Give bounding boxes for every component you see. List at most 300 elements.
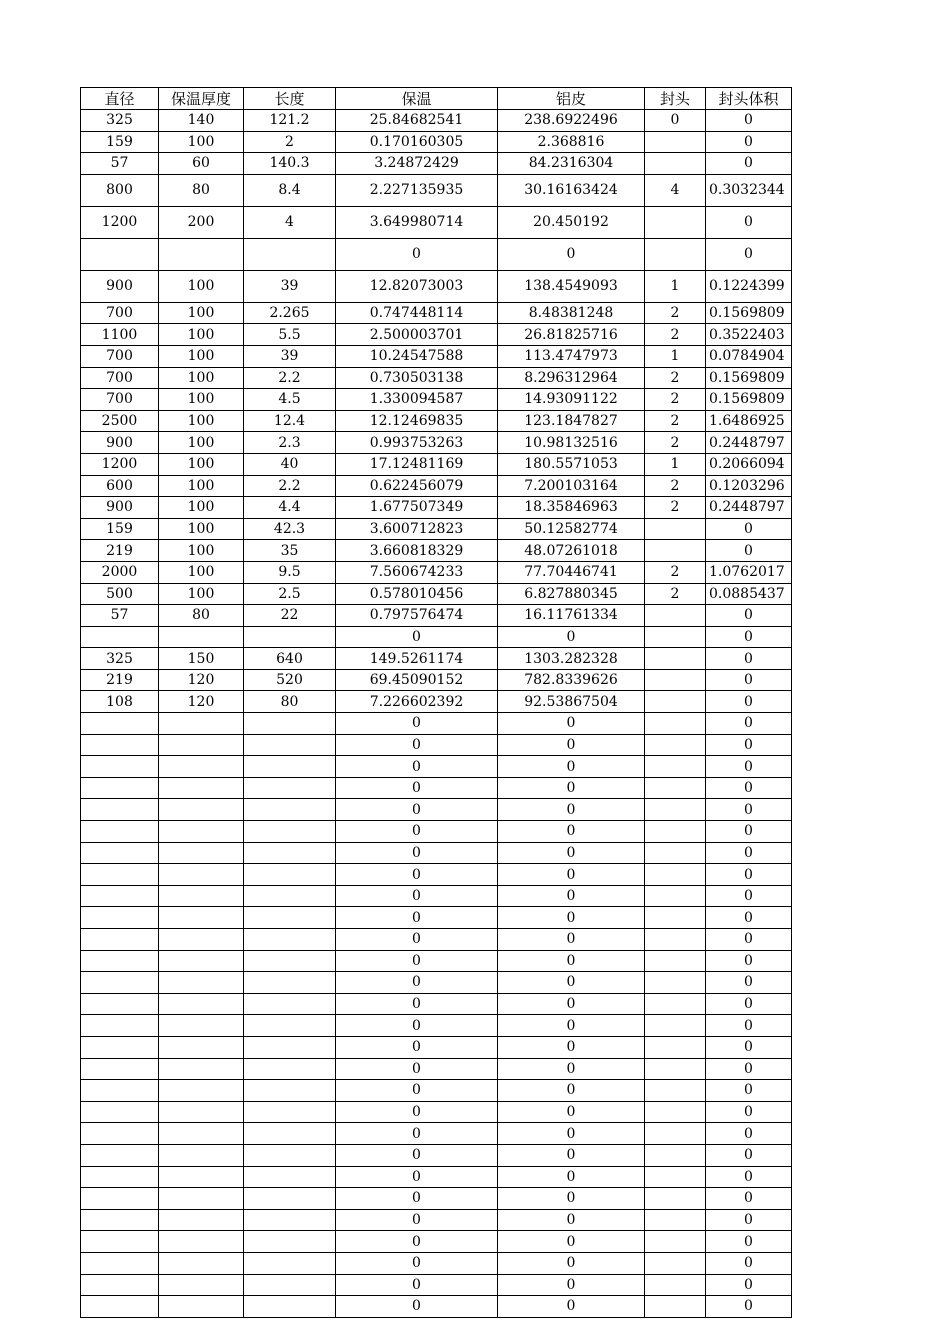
length-cell[interactable]: 121.2 <box>244 110 336 132</box>
aluminum-sheet-cell[interactable]: 0 <box>498 907 645 929</box>
insulation-thickness-cell[interactable] <box>159 885 244 907</box>
diameter-cell[interactable]: 325 <box>81 110 159 132</box>
end-cap-cell[interactable]: 2 <box>645 497 706 519</box>
end-cap-volume-cell[interactable]: 0.1203296 <box>706 475 792 497</box>
diameter-cell[interactable] <box>81 950 159 972</box>
length-cell[interactable]: 22 <box>244 605 336 627</box>
insulation-thickness-cell[interactable] <box>159 756 244 778</box>
length-cell[interactable]: 4.4 <box>244 497 336 519</box>
end-cap-volume-cell[interactable]: 0 <box>706 713 792 735</box>
diameter-cell[interactable] <box>81 777 159 799</box>
aluminum-sheet-cell[interactable]: 20.450192 <box>498 206 645 238</box>
diameter-cell[interactable] <box>81 238 159 270</box>
length-cell[interactable] <box>244 993 336 1015</box>
insulation-cell[interactable]: 149.5261174 <box>336 648 498 670</box>
aluminum-sheet-cell[interactable]: 0 <box>498 777 645 799</box>
end-cap-volume-cell[interactable]: 0 <box>706 1144 792 1166</box>
aluminum-sheet-cell[interactable]: 0 <box>498 842 645 864</box>
length-cell[interactable] <box>244 1015 336 1037</box>
diameter-cell[interactable]: 700 <box>81 302 159 324</box>
length-cell[interactable]: 5.5 <box>244 324 336 346</box>
end-cap-cell[interactable] <box>645 1188 706 1210</box>
insulation-cell[interactable]: 3.24872429 <box>336 153 498 175</box>
insulation-thickness-cell[interactable] <box>159 1166 244 1188</box>
end-cap-cell[interactable] <box>645 713 706 735</box>
diameter-cell[interactable] <box>81 1036 159 1058</box>
end-cap-volume-cell[interactable]: 0 <box>706 929 792 951</box>
length-cell[interactable] <box>244 799 336 821</box>
insulation-thickness-cell[interactable]: 200 <box>159 206 244 238</box>
insulation-thickness-cell[interactable] <box>159 821 244 843</box>
insulation-thickness-cell[interactable] <box>159 713 244 735</box>
diameter-cell[interactable]: 1200 <box>81 453 159 475</box>
insulation-thickness-cell[interactable]: 100 <box>159 561 244 583</box>
insulation-cell[interactable]: 0 <box>336 1101 498 1123</box>
end-cap-volume-cell[interactable]: 0 <box>706 626 792 648</box>
diameter-cell[interactable]: 900 <box>81 270 159 302</box>
insulation-thickness-cell[interactable] <box>159 734 244 756</box>
end-cap-volume-cell[interactable]: 0.3522403 <box>706 324 792 346</box>
insulation-thickness-cell[interactable]: 100 <box>159 389 244 411</box>
insulation-thickness-cell[interactable]: 80 <box>159 605 244 627</box>
end-cap-cell[interactable] <box>645 777 706 799</box>
insulation-thickness-cell[interactable] <box>159 799 244 821</box>
insulation-thickness-cell[interactable] <box>159 842 244 864</box>
insulation-thickness-cell[interactable]: 100 <box>159 131 244 153</box>
aluminum-sheet-cell[interactable]: 0 <box>498 1166 645 1188</box>
header-length[interactable]: 长度 <box>244 88 336 110</box>
end-cap-cell[interactable] <box>645 626 706 648</box>
end-cap-volume-cell[interactable]: 0 <box>706 605 792 627</box>
end-cap-volume-cell[interactable]: 0.1224399 <box>706 270 792 302</box>
insulation-cell[interactable]: 0 <box>336 907 498 929</box>
diameter-cell[interactable]: 219 <box>81 669 159 691</box>
insulation-thickness-cell[interactable]: 100 <box>159 583 244 605</box>
insulation-cell[interactable]: 0.993753263 <box>336 432 498 454</box>
end-cap-cell[interactable] <box>645 1274 706 1296</box>
end-cap-cell[interactable]: 2 <box>645 324 706 346</box>
end-cap-cell[interactable] <box>645 864 706 886</box>
length-cell[interactable] <box>244 756 336 778</box>
aluminum-sheet-cell[interactable]: 0 <box>498 1252 645 1274</box>
insulation-thickness-cell[interactable] <box>159 929 244 951</box>
length-cell[interactable]: 9.5 <box>244 561 336 583</box>
end-cap-cell[interactable]: 1 <box>645 345 706 367</box>
aluminum-sheet-cell[interactable]: 0 <box>498 1274 645 1296</box>
diameter-cell[interactable] <box>81 626 159 648</box>
diameter-cell[interactable] <box>81 972 159 994</box>
length-cell[interactable] <box>244 1036 336 1058</box>
diameter-cell[interactable] <box>81 1166 159 1188</box>
insulation-thickness-cell[interactable]: 100 <box>159 432 244 454</box>
length-cell[interactable] <box>244 1274 336 1296</box>
end-cap-cell[interactable] <box>645 1101 706 1123</box>
diameter-cell[interactable]: 1100 <box>81 324 159 346</box>
insulation-thickness-cell[interactable] <box>159 1015 244 1037</box>
length-cell[interactable] <box>244 907 336 929</box>
insulation-thickness-cell[interactable] <box>159 1252 244 1274</box>
end-cap-cell[interactable] <box>645 1231 706 1253</box>
diameter-cell[interactable] <box>81 842 159 864</box>
end-cap-volume-cell[interactable]: 0.3032344 <box>706 174 792 206</box>
insulation-cell[interactable]: 3.649980714 <box>336 206 498 238</box>
insulation-cell[interactable]: 1.330094587 <box>336 389 498 411</box>
aluminum-sheet-cell[interactable]: 0 <box>498 950 645 972</box>
diameter-cell[interactable]: 325 <box>81 648 159 670</box>
insulation-cell[interactable]: 2.227135935 <box>336 174 498 206</box>
end-cap-cell[interactable] <box>645 540 706 562</box>
length-cell[interactable] <box>244 777 336 799</box>
end-cap-cell[interactable] <box>645 907 706 929</box>
aluminum-sheet-cell[interactable]: 1303.282328 <box>498 648 645 670</box>
insulation-thickness-cell[interactable]: 100 <box>159 324 244 346</box>
aluminum-sheet-cell[interactable]: 123.1847827 <box>498 410 645 432</box>
diameter-cell[interactable] <box>81 1101 159 1123</box>
length-cell[interactable] <box>244 713 336 735</box>
diameter-cell[interactable] <box>81 799 159 821</box>
aluminum-sheet-cell[interactable]: 0 <box>498 1036 645 1058</box>
insulation-cell[interactable]: 0 <box>336 1058 498 1080</box>
diameter-cell[interactable]: 900 <box>81 497 159 519</box>
length-cell[interactable]: 8.4 <box>244 174 336 206</box>
end-cap-cell[interactable]: 2 <box>645 583 706 605</box>
insulation-cell[interactable]: 0 <box>336 929 498 951</box>
diameter-cell[interactable] <box>81 1058 159 1080</box>
insulation-cell[interactable]: 0 <box>336 799 498 821</box>
aluminum-sheet-cell[interactable]: 30.16163424 <box>498 174 645 206</box>
aluminum-sheet-cell[interactable]: 0 <box>498 929 645 951</box>
insulation-thickness-cell[interactable]: 100 <box>159 345 244 367</box>
aluminum-sheet-cell[interactable]: 0 <box>498 734 645 756</box>
length-cell[interactable]: 2.265 <box>244 302 336 324</box>
insulation-cell[interactable]: 1.677507349 <box>336 497 498 519</box>
end-cap-volume-cell[interactable]: 0 <box>706 648 792 670</box>
insulation-thickness-cell[interactable]: 100 <box>159 367 244 389</box>
length-cell[interactable]: 2.5 <box>244 583 336 605</box>
insulation-thickness-cell[interactable] <box>159 972 244 994</box>
aluminum-sheet-cell[interactable]: 0 <box>498 993 645 1015</box>
aluminum-sheet-cell[interactable]: 0 <box>498 756 645 778</box>
end-cap-cell[interactable] <box>645 238 706 270</box>
end-cap-volume-cell[interactable]: 0 <box>706 1209 792 1231</box>
insulation-cell[interactable]: 25.84682541 <box>336 110 498 132</box>
length-cell[interactable] <box>244 1080 336 1102</box>
length-cell[interactable]: 140.3 <box>244 153 336 175</box>
diameter-cell[interactable]: 1200 <box>81 206 159 238</box>
aluminum-sheet-cell[interactable]: 50.12582774 <box>498 518 645 540</box>
length-cell[interactable] <box>244 885 336 907</box>
insulation-thickness-cell[interactable]: 120 <box>159 669 244 691</box>
diameter-cell[interactable] <box>81 713 159 735</box>
aluminum-sheet-cell[interactable]: 782.8339626 <box>498 669 645 691</box>
diameter-cell[interactable] <box>81 1188 159 1210</box>
diameter-cell[interactable] <box>81 1144 159 1166</box>
insulation-thickness-cell[interactable] <box>159 907 244 929</box>
diameter-cell[interactable]: 2000 <box>81 561 159 583</box>
end-cap-volume-cell[interactable]: 0.1569809 <box>706 302 792 324</box>
diameter-cell[interactable]: 900 <box>81 432 159 454</box>
insulation-cell[interactable]: 0 <box>336 1166 498 1188</box>
aluminum-sheet-cell[interactable]: 77.70446741 <box>498 561 645 583</box>
diameter-cell[interactable]: 159 <box>81 131 159 153</box>
end-cap-volume-cell[interactable]: 0.2448797 <box>706 497 792 519</box>
aluminum-sheet-cell[interactable]: 0 <box>498 1296 645 1318</box>
end-cap-volume-cell[interactable]: 0 <box>706 1058 792 1080</box>
end-cap-cell[interactable] <box>645 821 706 843</box>
diameter-cell[interactable]: 159 <box>81 518 159 540</box>
diameter-cell[interactable]: 57 <box>81 153 159 175</box>
aluminum-sheet-cell[interactable]: 0 <box>498 1231 645 1253</box>
end-cap-volume-cell[interactable]: 0.1569809 <box>706 389 792 411</box>
end-cap-cell[interactable]: 2 <box>645 410 706 432</box>
end-cap-cell[interactable]: 1 <box>645 453 706 475</box>
aluminum-sheet-cell[interactable]: 0 <box>498 972 645 994</box>
length-cell[interactable] <box>244 821 336 843</box>
insulation-cell[interactable]: 12.82073003 <box>336 270 498 302</box>
end-cap-volume-cell[interactable]: 0 <box>706 206 792 238</box>
aluminum-sheet-cell[interactable]: 113.4747973 <box>498 345 645 367</box>
end-cap-volume-cell[interactable]: 0 <box>706 1101 792 1123</box>
insulation-cell[interactable]: 0 <box>336 972 498 994</box>
insulation-cell[interactable]: 2.500003701 <box>336 324 498 346</box>
end-cap-cell[interactable] <box>645 1058 706 1080</box>
insulation-thickness-cell[interactable]: 100 <box>159 497 244 519</box>
end-cap-volume-cell[interactable]: 0 <box>706 238 792 270</box>
end-cap-volume-cell[interactable]: 0.2448797 <box>706 432 792 454</box>
end-cap-cell[interactable]: 0 <box>645 110 706 132</box>
length-cell[interactable] <box>244 950 336 972</box>
diameter-cell[interactable]: 2500 <box>81 410 159 432</box>
end-cap-cell[interactable] <box>645 518 706 540</box>
end-cap-volume-cell[interactable]: 0 <box>706 540 792 562</box>
end-cap-volume-cell[interactable]: 0 <box>706 1015 792 1037</box>
end-cap-cell[interactable] <box>645 842 706 864</box>
diameter-cell[interactable] <box>81 929 159 951</box>
end-cap-volume-cell[interactable]: 0 <box>706 1274 792 1296</box>
insulation-thickness-cell[interactable]: 140 <box>159 110 244 132</box>
insulation-cell[interactable]: 0 <box>336 1296 498 1318</box>
end-cap-volume-cell[interactable]: 0 <box>706 993 792 1015</box>
header-insulation[interactable]: 保温 <box>336 88 498 110</box>
insulation-cell[interactable]: 0 <box>336 842 498 864</box>
insulation-thickness-cell[interactable]: 100 <box>159 270 244 302</box>
insulation-thickness-cell[interactable] <box>159 1274 244 1296</box>
end-cap-cell[interactable] <box>645 648 706 670</box>
end-cap-cell[interactable] <box>645 1036 706 1058</box>
insulation-cell[interactable]: 0 <box>336 885 498 907</box>
insulation-cell[interactable]: 7.560674233 <box>336 561 498 583</box>
aluminum-sheet-cell[interactable]: 14.93091122 <box>498 389 645 411</box>
end-cap-cell[interactable] <box>645 1209 706 1231</box>
diameter-cell[interactable] <box>81 864 159 886</box>
header-diameter[interactable]: 直径 <box>81 88 159 110</box>
insulation-thickness-cell[interactable] <box>159 777 244 799</box>
diameter-cell[interactable]: 800 <box>81 174 159 206</box>
length-cell[interactable] <box>244 1231 336 1253</box>
length-cell[interactable] <box>244 972 336 994</box>
diameter-cell[interactable] <box>81 1231 159 1253</box>
insulation-thickness-cell[interactable]: 100 <box>159 453 244 475</box>
insulation-cell[interactable]: 0 <box>336 1231 498 1253</box>
insulation-cell[interactable]: 0 <box>336 734 498 756</box>
length-cell[interactable] <box>244 734 336 756</box>
end-cap-cell[interactable] <box>645 734 706 756</box>
length-cell[interactable] <box>244 1123 336 1145</box>
length-cell[interactable] <box>244 1252 336 1274</box>
insulation-cell[interactable]: 0 <box>336 993 498 1015</box>
aluminum-sheet-cell[interactable]: 92.53867504 <box>498 691 645 713</box>
end-cap-cell[interactable]: 2 <box>645 389 706 411</box>
end-cap-cell[interactable] <box>645 993 706 1015</box>
diameter-cell[interactable] <box>81 993 159 1015</box>
aluminum-sheet-cell[interactable]: 0 <box>498 821 645 843</box>
insulation-thickness-cell[interactable] <box>159 1144 244 1166</box>
diameter-cell[interactable]: 700 <box>81 367 159 389</box>
diameter-cell[interactable] <box>81 1123 159 1145</box>
end-cap-volume-cell[interactable]: 0 <box>706 1166 792 1188</box>
end-cap-cell[interactable] <box>645 1080 706 1102</box>
aluminum-sheet-cell[interactable]: 238.6922496 <box>498 110 645 132</box>
end-cap-volume-cell[interactable]: 0 <box>706 131 792 153</box>
aluminum-sheet-cell[interactable]: 0 <box>498 1209 645 1231</box>
end-cap-cell[interactable] <box>645 950 706 972</box>
insulation-thickness-cell[interactable] <box>159 1188 244 1210</box>
end-cap-volume-cell[interactable]: 0 <box>706 972 792 994</box>
end-cap-volume-cell[interactable]: 0 <box>706 1123 792 1145</box>
end-cap-volume-cell[interactable]: 0 <box>706 907 792 929</box>
end-cap-cell[interactable]: 2 <box>645 367 706 389</box>
insulation-cell[interactable]: 0.797576474 <box>336 605 498 627</box>
insulation-cell[interactable]: 0 <box>336 756 498 778</box>
end-cap-volume-cell[interactable]: 0 <box>706 1296 792 1318</box>
end-cap-volume-cell[interactable]: 0.2066094 <box>706 453 792 475</box>
end-cap-cell[interactable] <box>645 131 706 153</box>
aluminum-sheet-cell[interactable]: 0 <box>498 1123 645 1145</box>
insulation-thickness-cell[interactable]: 100 <box>159 302 244 324</box>
aluminum-sheet-cell[interactable]: 0 <box>498 1058 645 1080</box>
insulation-thickness-cell[interactable] <box>159 1080 244 1102</box>
end-cap-volume-cell[interactable]: 0 <box>706 777 792 799</box>
length-cell[interactable]: 12.4 <box>244 410 336 432</box>
insulation-thickness-cell[interactable] <box>159 1036 244 1058</box>
aluminum-sheet-cell[interactable]: 8.48381248 <box>498 302 645 324</box>
aluminum-sheet-cell[interactable]: 26.81825716 <box>498 324 645 346</box>
end-cap-cell[interactable] <box>645 1123 706 1145</box>
diameter-cell[interactable] <box>81 1209 159 1231</box>
insulation-cell[interactable]: 0.578010456 <box>336 583 498 605</box>
length-cell[interactable] <box>244 842 336 864</box>
end-cap-cell[interactable] <box>645 1296 706 1318</box>
insulation-cell[interactable]: 0 <box>336 1188 498 1210</box>
aluminum-sheet-cell[interactable]: 0 <box>498 713 645 735</box>
header-insulation-thickness[interactable]: 保温厚度 <box>159 88 244 110</box>
insulation-cell[interactable]: 0 <box>336 864 498 886</box>
insulation-cell[interactable]: 0.747448114 <box>336 302 498 324</box>
length-cell[interactable]: 2.2 <box>244 367 336 389</box>
end-cap-cell[interactable] <box>645 1144 706 1166</box>
end-cap-volume-cell[interactable]: 0 <box>706 1252 792 1274</box>
end-cap-cell[interactable] <box>645 972 706 994</box>
length-cell[interactable]: 4.5 <box>244 389 336 411</box>
insulation-thickness-cell[interactable] <box>159 1058 244 1080</box>
aluminum-sheet-cell[interactable]: 180.5571053 <box>498 453 645 475</box>
insulation-cell[interactable]: 0 <box>336 821 498 843</box>
end-cap-cell[interactable]: 1 <box>645 270 706 302</box>
aluminum-sheet-cell[interactable]: 0 <box>498 1080 645 1102</box>
length-cell[interactable]: 4 <box>244 206 336 238</box>
diameter-cell[interactable] <box>81 1252 159 1274</box>
length-cell[interactable] <box>244 864 336 886</box>
end-cap-cell[interactable] <box>645 1252 706 1274</box>
insulation-thickness-cell[interactable] <box>159 950 244 972</box>
aluminum-sheet-cell[interactable]: 18.35846963 <box>498 497 645 519</box>
end-cap-volume-cell[interactable]: 0 <box>706 1188 792 1210</box>
diameter-cell[interactable] <box>81 885 159 907</box>
insulation-thickness-cell[interactable] <box>159 1231 244 1253</box>
diameter-cell[interactable] <box>81 1080 159 1102</box>
length-cell[interactable]: 39 <box>244 270 336 302</box>
header-end-cap-volume[interactable]: 封头体积 <box>706 88 792 110</box>
insulation-thickness-cell[interactable]: 100 <box>159 410 244 432</box>
aluminum-sheet-cell[interactable]: 10.98132516 <box>498 432 645 454</box>
aluminum-sheet-cell[interactable]: 0 <box>498 799 645 821</box>
end-cap-volume-cell[interactable]: 1.6486925 <box>706 410 792 432</box>
aluminum-sheet-cell[interactable]: 6.827880345 <box>498 583 645 605</box>
end-cap-volume-cell[interactable]: 0.0885437 <box>706 583 792 605</box>
diameter-cell[interactable] <box>81 734 159 756</box>
insulation-cell[interactable]: 0 <box>336 1252 498 1274</box>
insulation-cell[interactable]: 7.226602392 <box>336 691 498 713</box>
aluminum-sheet-cell[interactable]: 8.296312964 <box>498 367 645 389</box>
end-cap-cell[interactable]: 2 <box>645 432 706 454</box>
insulation-thickness-cell[interactable] <box>159 1123 244 1145</box>
aluminum-sheet-cell[interactable]: 48.07261018 <box>498 540 645 562</box>
length-cell[interactable] <box>244 1166 336 1188</box>
aluminum-sheet-cell[interactable]: 84.2316304 <box>498 153 645 175</box>
insulation-cell[interactable]: 0 <box>336 777 498 799</box>
aluminum-sheet-cell[interactable]: 0 <box>498 864 645 886</box>
end-cap-cell[interactable] <box>645 669 706 691</box>
end-cap-volume-cell[interactable]: 1.0762017 <box>706 561 792 583</box>
end-cap-volume-cell[interactable]: 0 <box>706 1036 792 1058</box>
end-cap-volume-cell[interactable]: 0 <box>706 1080 792 1102</box>
end-cap-volume-cell[interactable]: 0 <box>706 864 792 886</box>
end-cap-volume-cell[interactable]: 0 <box>706 734 792 756</box>
length-cell[interactable] <box>244 1058 336 1080</box>
insulation-cell[interactable]: 0 <box>336 626 498 648</box>
end-cap-cell[interactable] <box>645 756 706 778</box>
insulation-thickness-cell[interactable]: 100 <box>159 540 244 562</box>
aluminum-sheet-cell[interactable]: 0 <box>498 885 645 907</box>
length-cell[interactable] <box>244 1101 336 1123</box>
end-cap-volume-cell[interactable]: 0 <box>706 799 792 821</box>
insulation-cell[interactable]: 0 <box>336 1144 498 1166</box>
diameter-cell[interactable]: 700 <box>81 345 159 367</box>
end-cap-volume-cell[interactable]: 0 <box>706 842 792 864</box>
end-cap-volume-cell[interactable]: 0 <box>706 885 792 907</box>
diameter-cell[interactable]: 219 <box>81 540 159 562</box>
diameter-cell[interactable]: 108 <box>81 691 159 713</box>
end-cap-volume-cell[interactable]: 0 <box>706 1231 792 1253</box>
diameter-cell[interactable]: 600 <box>81 475 159 497</box>
length-cell[interactable]: 42.3 <box>244 518 336 540</box>
end-cap-volume-cell[interactable]: 0 <box>706 153 792 175</box>
aluminum-sheet-cell[interactable]: 0 <box>498 626 645 648</box>
insulation-cell[interactable]: 12.12469835 <box>336 410 498 432</box>
end-cap-cell[interactable] <box>645 605 706 627</box>
aluminum-sheet-cell[interactable]: 0 <box>498 1015 645 1037</box>
aluminum-sheet-cell[interactable]: 0 <box>498 1188 645 1210</box>
